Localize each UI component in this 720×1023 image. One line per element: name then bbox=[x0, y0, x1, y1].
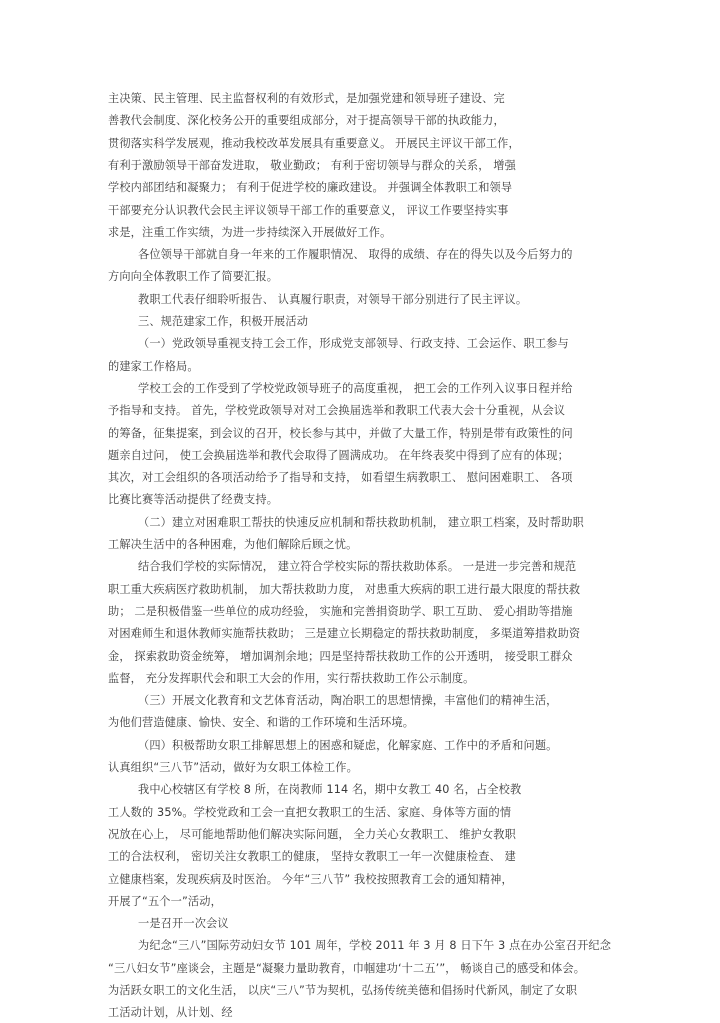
text-line: 题亲自过问， 使工会换届选举和教代会取得了圆满成功。 在年终表奖中得到了应有的体现； bbox=[108, 448, 569, 462]
text-line: （一）党政领导重视支持工会工作，形成党支部领导、行政支持、工会运作、职工参与 bbox=[138, 337, 569, 351]
text-line: 求是，注重工作实绩，为进一步持续深入开展做好工作。 bbox=[108, 225, 392, 239]
text-line: 一是召开一次会议 bbox=[138, 917, 229, 931]
text-line: 开展了“五个一”活动， bbox=[108, 894, 222, 908]
text-line: 工人数的 35%。学校党政和工会一直把女教职工的生活、家庭、身体等方面的情 bbox=[108, 805, 512, 819]
text-line: 为纪念“三八”国际劳动妇女节 101 周年，学校 2011 年 3 月 8 日下午 3 点在办公室召开纪念 bbox=[138, 939, 612, 953]
text-line: 教职工代表仔细聆听报告、 认真履行职责，对领导干部分别进行了民主评议。 bbox=[138, 292, 528, 306]
text-line: 况放在心上， 尽可能地帮助他们解决实际问题， 全力关心女教职工、 维护女教职 bbox=[108, 827, 516, 841]
text-line: 工的合法权利， 密切关注女教职工的健康， 坚持女教职工一年一次健康检查、 建 bbox=[108, 850, 516, 864]
text-line: 职工重大疾病医疗救助机制， 加大帮扶救助力度， 对患重大疾病的职工进行最大限度的帮扶救 bbox=[108, 582, 581, 596]
text-line: 认真组织“三八节”活动，做好为女职工体检工作。 bbox=[108, 761, 358, 774]
text-line: 方向向全体教职工作了简要汇报。 bbox=[108, 270, 279, 284]
text-line: 其次，对工会组织的各项活动给予了指导和支持， 如看望生病教职工、 慰问困难职工、 各项 bbox=[108, 471, 573, 485]
text-line: 善教代会制度、深化校务公开的重要组成部分，对于提高领导干部的执政能力， bbox=[108, 114, 505, 128]
text-line: （三）开展文化教育和文艺体育活动，陶冶职工的思想情操，丰富他们的精神生活， bbox=[138, 694, 558, 708]
text-line: 三、规范建家工作，积极开展活动 bbox=[138, 315, 309, 328]
text-line: 各位领导干部就自身一年来的工作履职情况、 取得的成绩、存在的得失以及今后努力的 bbox=[138, 248, 573, 262]
text-line: 立健康档案，发现疾病及时医治。 今年“三八节” 我校按照教育工会的通知精神， bbox=[108, 872, 513, 886]
text-line: 学校工会的工作受到了学校党政领导班子的高度重视， 把工会的工作列入议事日程并给 bbox=[138, 381, 573, 395]
text-line: 工活动计划，从计划、经 bbox=[108, 1006, 233, 1020]
text-line: 监督， 充分发挥职代会和职工大会的作用，实行帮扶救助工作公示制度。 bbox=[108, 671, 475, 685]
text-line: 金， 探索救助资金统筹， 增加调剂余地；四是坚持帮扶救助工作的公开透明， 接受职工群众 bbox=[108, 649, 573, 663]
text-line: 主决策、民主管理、民主监督权利的有效形式，是加强党建和领导班子建设、完 bbox=[108, 92, 505, 105]
text-line: 贯彻落实科学发展观，推动我校改革发展具有重要意义。 开展民主评议干部工作， bbox=[108, 136, 520, 150]
text-line: 比赛比赛等活动提供了经费支持。 bbox=[108, 493, 279, 507]
text-line: 有利于激励领导干部奋发进取， 敬业勤政； 有利于密切领导与群众的关系， 增强 bbox=[108, 158, 516, 172]
text-line: （四）积极帮助女职工排解思想上的困惑和疑虑，化解家庭、工作中的矛盾和问题。 bbox=[138, 738, 558, 752]
text-line: 干部要充分认识教代会民主评议领导干部工作的重要意义， 评议工作要坚持实事 bbox=[108, 203, 509, 217]
text-line: 我中心校辖区有学校 8 所，在岗教师 114 名，期中女教工 40 名，占全校教 bbox=[138, 783, 522, 797]
text-line: 学校内部团结和凝聚力； 有利于促进学校的廉政建设。 并强调全体教职工和领导 bbox=[108, 181, 513, 195]
text-line: 为活跃女职工的文化生活， 以庆“三八”节为契机，弘扬传统美德和倡扬时代新风，制定了女职 bbox=[108, 984, 578, 997]
text-line: 的筹备，征集提案，到会议的召开，校长参与其中，并做了大量工作，特别是带有政策性的问 bbox=[108, 426, 573, 440]
text-line: “三八妇女节”座谈会，主题是“凝聚力量助教育，巾帼建功‘十二五’”， 畅谈自己的感受和体会。 bbox=[108, 961, 586, 975]
text-line: 助； 二是积极借鉴一些单位的成功经验， 实施和完善捐资助学、职工互助、 爱心捐助等措施 bbox=[108, 604, 573, 618]
text-line: 为他们营造健康、愉快、安全、和谐的工作环境和生活环境。 bbox=[108, 716, 415, 730]
text-line: 结合我们学校的实际情况， 建立符合学校实际的帮扶救助体系。 一是进一步完善和规范 bbox=[138, 560, 577, 574]
text-line: 予指导和支持。 首先，学校党政领导对对工会换届选举和教职工代表大会十分重视，从会议 bbox=[108, 404, 566, 418]
text-line: 工解决生活中的各种困难，为他们解除后顾之忧。 bbox=[108, 538, 358, 551]
text-line: 对困难师生和退休教师实施帮扶救助； 三是建立长期稳定的帮扶救助制度， 多渠道筹措救助资 bbox=[108, 627, 581, 641]
text-line: 的建家工作格局。 bbox=[108, 359, 199, 373]
text-line: （二）建立对困难职工帮扶的快速反应机制和帮扶救助机制， 建立职工档案，及时帮助职 bbox=[138, 515, 584, 529]
